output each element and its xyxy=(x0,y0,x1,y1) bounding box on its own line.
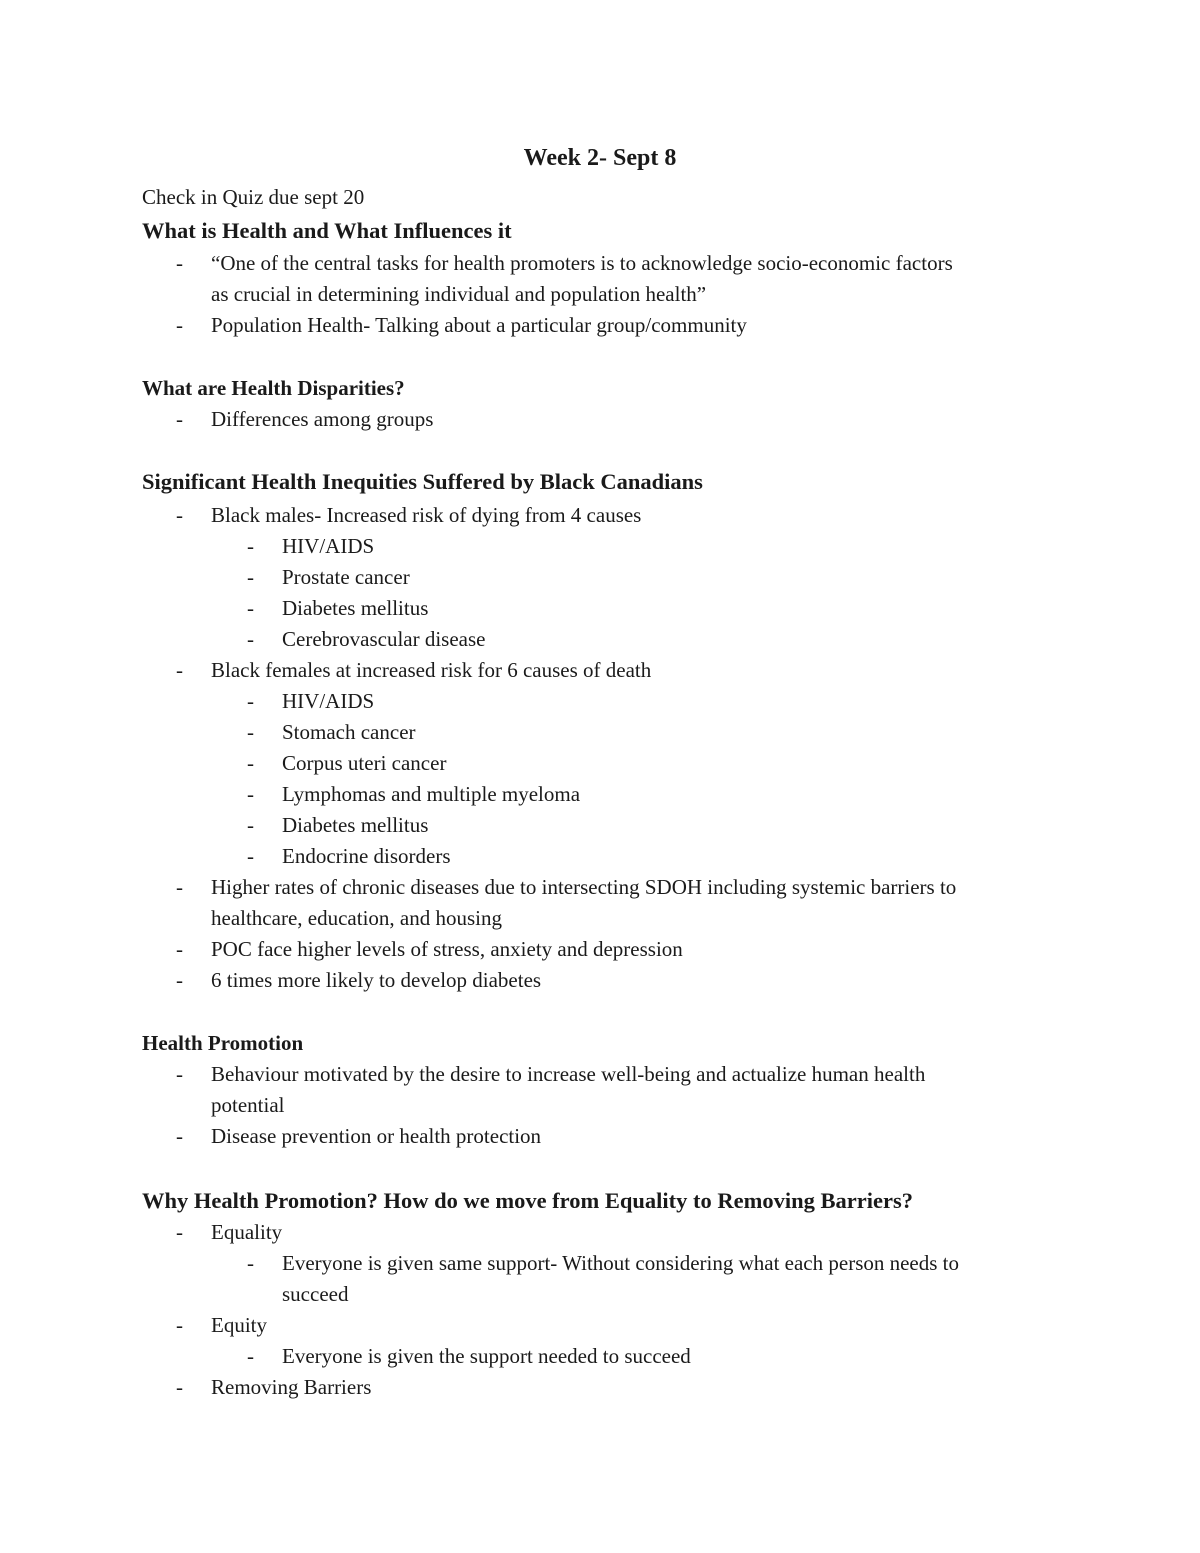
bullet-dash: - xyxy=(176,968,183,992)
sub-list-item: Lymphomas and multiple myeloma xyxy=(282,782,581,806)
section-heading-disparities: What are Health Disparities? xyxy=(142,376,405,400)
sub-list-item: Cerebrovascular disease xyxy=(282,627,486,651)
sub-list-item: HIV/AIDS xyxy=(282,534,375,558)
bullet-dash: - xyxy=(176,1220,183,1244)
sub-bullet-dash: - xyxy=(247,1251,254,1275)
sub-list-item: Diabetes mellitus xyxy=(282,596,429,620)
sub-bullet-dash: - xyxy=(247,844,254,868)
sub-list-item-continuation: succeed xyxy=(282,1282,349,1306)
sub-bullet-dash: - xyxy=(247,596,254,620)
sub-bullet-dash: - xyxy=(247,720,254,744)
page-title: Week 2- Sept 8 xyxy=(523,145,677,171)
bullet-dash: - xyxy=(176,875,183,899)
sub-list-item: HIV/AIDS xyxy=(282,689,375,713)
list-item-continuation: healthcare, education, and housing xyxy=(211,906,502,930)
bullet-dash: - xyxy=(176,407,183,431)
list-item: Black females at increased risk for 6 causes of death xyxy=(211,658,652,682)
sub-bullet-dash: - xyxy=(247,813,254,837)
sub-bullet-dash: - xyxy=(247,565,254,589)
bullet-dash: - xyxy=(176,503,183,527)
list-item: Equity xyxy=(211,1313,267,1337)
bullet-dash: - xyxy=(176,251,183,275)
sub-list-item: Diabetes mellitus xyxy=(282,813,429,837)
bullet-dash: - xyxy=(176,1375,183,1399)
sub-bullet-dash: - xyxy=(247,689,254,713)
sub-bullet-dash: - xyxy=(247,627,254,651)
list-item: POC face higher levels of stress, anxiety and depression xyxy=(211,937,683,961)
sub-bullet-dash: - xyxy=(247,751,254,775)
bullet-dash: - xyxy=(176,1124,183,1148)
section-heading-health: What is Health and What Influences it xyxy=(142,218,512,243)
list-item: Population Health- Talking about a particular group/community xyxy=(211,313,747,337)
section-heading-promotion: Health Promotion xyxy=(142,1031,304,1055)
sub-list-item: Stomach cancer xyxy=(282,720,416,744)
list-item-continuation: as crucial in determining individual and population health” xyxy=(211,282,707,306)
list-item: Removing Barriers xyxy=(211,1375,372,1399)
list-item: 6 times more likely to develop diabetes xyxy=(211,968,542,992)
bullet-dash: - xyxy=(176,1313,183,1337)
list-item: Equality xyxy=(211,1220,283,1244)
sub-list-item: Corpus uteri cancer xyxy=(282,751,447,775)
sub-list-item: Endocrine disorders xyxy=(282,844,451,868)
list-item: Disease prevention or health protection xyxy=(211,1124,542,1148)
section-heading-inequities: Significant Health Inequities Suffered by Black Canadians xyxy=(142,469,703,494)
sub-list-item: Everyone is given the support needed to succeed xyxy=(282,1344,691,1368)
list-item: Higher rates of chronic diseases due to intersecting SDOH including systemic barriers to xyxy=(211,875,957,899)
list-item: Black males- Increased risk of dying from 4 causes xyxy=(211,503,642,527)
section-heading-why: Why Health Promotion? How do we move from Equality to Removing Barriers? xyxy=(142,1188,913,1213)
bullet-dash: - xyxy=(176,1062,183,1086)
list-item: “One of the central tasks for health promoters is to acknowledge socio-economic factors xyxy=(211,251,953,275)
sub-bullet-dash: - xyxy=(247,782,254,806)
sub-list-item: Prostate cancer xyxy=(282,565,410,589)
check-in-note: Check in Quiz due sept 20 xyxy=(142,185,365,209)
list-item: Differences among groups xyxy=(211,407,434,431)
bullet-dash: - xyxy=(176,313,183,337)
bullet-dash: - xyxy=(176,937,183,961)
list-item: Behaviour motivated by the desire to increase well-being and actualize human health xyxy=(211,1062,926,1086)
sub-list-item: Everyone is given same support- Without considering what each person needs to xyxy=(282,1251,960,1275)
list-item-continuation: potential xyxy=(211,1093,285,1117)
sub-bullet-dash: - xyxy=(247,534,254,558)
sub-bullet-dash: - xyxy=(247,1344,254,1368)
bullet-dash: - xyxy=(176,658,183,682)
